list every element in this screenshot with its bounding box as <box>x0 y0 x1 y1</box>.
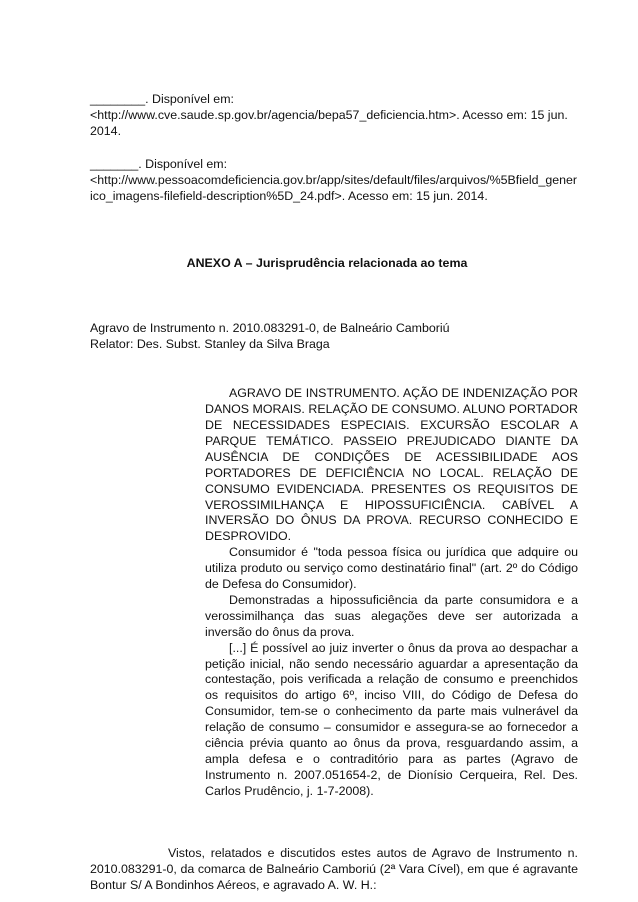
case-number: Agravo de Instrumento n. 2010.083291-0, de Balneário Camboriú <box>90 321 450 336</box>
reference-entry <box>90 92 578 140</box>
ementa-paragraph: Consumidor é "toda pessoa física ou jurídica que adquire ou utiliza produto ou serviço como destinatário final" (art. 2º do Código de Defesa do Consumidor). <box>205 545 578 592</box>
annex-title: ANEXO A – Jurisprudência relacionada ao tema <box>186 256 468 271</box>
ementa-paragraph: Demonstradas a hipossuficiência da parte consumidora e a verossimilhança das suas alegações deve ser autorizada a inversão do ônus da prova. <box>205 592 578 639</box>
reference-body: <http://www.pessoacomdeficiencia.gov.br/app/sites/default/files/arquivos/%5Bfield_generico_imagens-filefield-description%5D_24.pdf>. Acesso em: 15 jun. 2014. <box>90 172 578 203</box>
ementa-summary: AGRAVO DE INSTRUMENTO. AÇÃO DE INDENIZAÇÃO POR DANOS MORAIS. RELAÇÃO DE CONSUMO. ALUNO PORTADOR DE NECESSIDADES ESPECIAIS. EXCURSÃO ESCOLAR A PARQUE TEMÁTICO. PASSEIO PREJUDICADO DIANTE DA AUSÊNCIA DE CONDIÇÕES DE ACESSIBILIDADE AOS PORTADORES DE DEFICIÊNCIA NO LOCAL. RELAÇÃO DE CONSUMO EVIDENCIADA. PRESENTES OS REQUISITOS DE VEROSSIMILHANÇA E HIPOSSUFICIÊNCIA. CABÍVEL A INVERSÃO DO ÔNUS DA PROVA. RECURSO CONHECIDO E DESPROVIDO. <box>205 386 578 544</box>
document-page <box>90 92 578 893</box>
reference-entry <box>90 157 578 205</box>
ementa-paragraph: [...] É possível ao juiz inverter o ônus da prova ao despachar a petição inicial, não sendo necessário aguardar a apresentação da contestação, pois verificada a relação de consumo e preenchidos os requisitos do artigo 6º, inciso VIII, do Código de Defesa do Consumidor, tem-se o conhecimento da parte mais vulnerável da relação de consumo – consumidor e assegura-se ao fornecedor a ciência prévia quanto ao ônus da prova, resguardando assim, a ampla defesa e o contraditório para as partes (Agravo de Instrumento n. 2007.051654-2, de Dionísio Cerqueira, Rel. Des. Carlos Prudêncio, j. 1-7-2008). <box>205 640 578 798</box>
case-info <box>90 321 578 353</box>
reference-body: <http://www.cve.saude.sp.gov.br/agencia/bepa57_deficiencia.htm>. Acesso em: 15 jun. 2014. <box>90 107 568 138</box>
reference-prefix: _______. Disponível em: <box>90 156 228 171</box>
ementa-block <box>205 386 578 800</box>
decision-block <box>90 846 578 894</box>
decision-text: Vistos, relatados e discutidos estes autos de Agravo de Instrumento n. 2010.083291-0, da comarca de Balneário Camboriú (2ª Vara Cível), em que é agravante Bontur S/ A Bondinhos Aéreos, e agravado A. W. H.: <box>90 845 578 892</box>
reference-prefix: ________. Disponível em: <box>90 92 234 106</box>
case-rapporteur: Relator: Des. Subst. Stanley da Silva Braga <box>90 337 330 352</box>
